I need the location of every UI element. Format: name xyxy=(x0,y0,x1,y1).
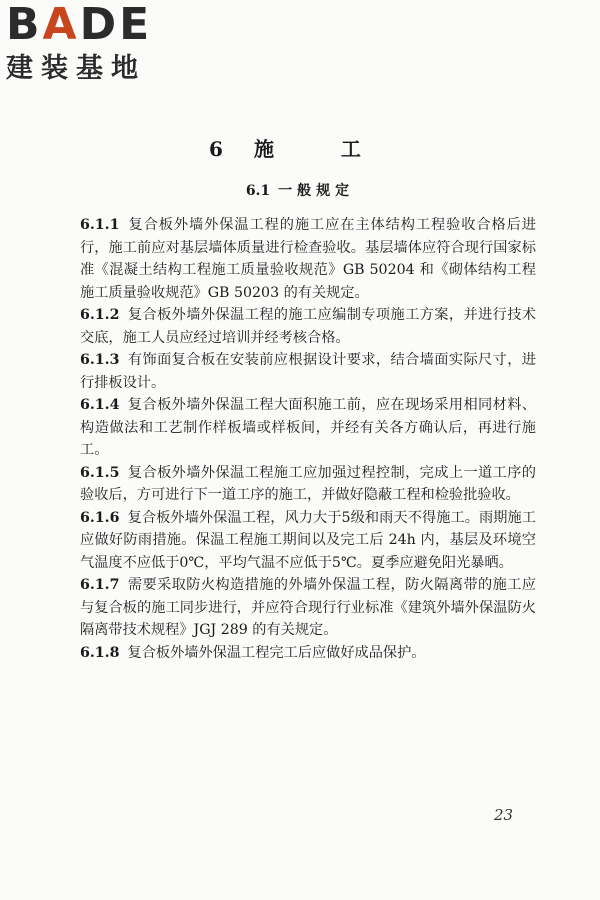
chapter-number: 6 xyxy=(209,137,224,161)
clause-text: 复合板外墙外保温工程的施工应编制专项施工方案，并进行技术交底，施工人员应经过培训并经考核合格。 xyxy=(80,307,536,346)
clause-number: 6.1.3 xyxy=(80,352,120,368)
clause-6-1-5 xyxy=(80,462,536,507)
logo-wordmark: BADE xyxy=(6,0,153,50)
clause-6-1-3 xyxy=(80,349,536,394)
chapter-title xyxy=(0,136,600,162)
clause-text: 复合板外墙外保温工程施工应加强过程控制，完成上一道工序的验收后，方可进行下一道工序的施工，并做好隐蔽工程和检验批验收。 xyxy=(80,464,536,503)
clause-number: 6.1.2 xyxy=(80,307,120,323)
clause-number: 6.1.6 xyxy=(80,509,120,526)
clause-6-1-2 xyxy=(80,304,536,349)
chapter-name: 施 工 xyxy=(253,137,391,161)
clause-6-1-4 xyxy=(80,394,536,462)
clause-text: 复合板外墙外保温工程，风力大于5级和雨天不得施工。雨期施工应做好防雨措施。保温工程施工期间以及完工后 24h 内，基层及环境空气温度不应低于0℃，平均气温不应低于5℃。夏季应避免阳光暴晒。 xyxy=(80,509,536,571)
section-number: 6.1 xyxy=(245,183,271,199)
clause-text: 需要采取防火构造措施的外墙外保温工程，防火隔离带的施工应与复合板的施工同步进行，并应符合现行行业标准《建筑外墙外保温防火隔离带技术规程》JGJ 289 的有关规定。 xyxy=(80,577,536,638)
section-name: 一般规定 xyxy=(278,183,355,199)
clause-number: 6.1.1 xyxy=(80,217,120,233)
clause-number: 6.1.7 xyxy=(80,577,120,593)
clause-text: 有饰面复合板在安装前应根据设计要求，结合墙面实际尺寸，进行排板设计。 xyxy=(80,352,536,391)
clause-6-1-8 xyxy=(80,642,536,665)
page-number: 23 xyxy=(494,806,514,824)
clause-text: 复合板外墙外保温工程大面积施工前，应在现场采用相同材料、构造做法和工艺制作样板墙或样板间，并经有关各方确认后，再进行施工。 xyxy=(80,397,536,458)
clause-number: 6.1.5 xyxy=(80,464,120,481)
clause-text: 复合板外墙外保温工程完工后应做好成品保护。 xyxy=(127,644,426,661)
clause-number: 6.1.8 xyxy=(80,644,120,661)
clause-6-1-1 xyxy=(80,214,536,304)
clause-6-1-7 xyxy=(80,574,536,642)
clause-list xyxy=(80,214,536,664)
logo-subtitle: 建装基地 xyxy=(6,53,146,84)
clause-number: 6.1.4 xyxy=(80,397,120,413)
clause-6-1-6 xyxy=(80,507,536,575)
section-title xyxy=(0,180,600,202)
clause-text: 复合板外墙外保温工程的施工应在主体结构工程验收合格后进行，施工前应对基层墙体质量进行检查验收。基层墙体应符合现行国家标准《混凝土结构工程施工质量验收规范》GB 50204 和《砌体结构工程施工质量验收规范》GB 50203 的有关规定。 xyxy=(80,217,536,301)
brand-logo xyxy=(6,2,182,90)
